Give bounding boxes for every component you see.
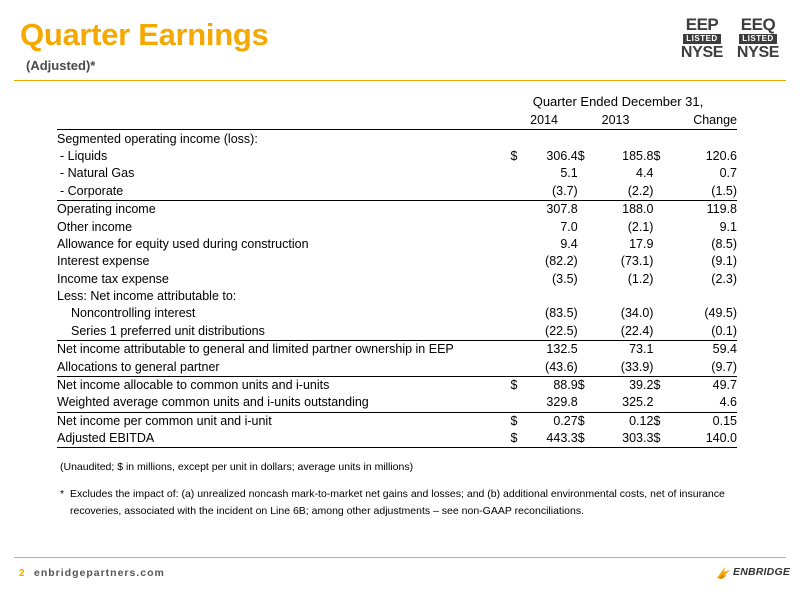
row-label: - Natural Gas bbox=[60, 166, 135, 181]
row-label: Weighted average common units and i-units outstanding bbox=[57, 395, 369, 410]
value-cell bbox=[591, 288, 653, 305]
table-row bbox=[57, 430, 737, 448]
value-cell bbox=[591, 130, 653, 148]
currency-symbol bbox=[510, 288, 524, 305]
title-divider bbox=[14, 80, 786, 81]
value-cell: (9.1) bbox=[711, 254, 737, 269]
currency-symbol bbox=[653, 305, 667, 322]
table-row bbox=[57, 218, 737, 235]
currency-symbol: $ bbox=[510, 412, 524, 430]
value-cell: 329.8 bbox=[546, 395, 578, 410]
currency-symbol bbox=[653, 271, 667, 288]
currency-symbol bbox=[578, 323, 592, 341]
table-row bbox=[57, 183, 737, 201]
table-row bbox=[57, 165, 737, 182]
currency-symbol: $ bbox=[578, 412, 592, 430]
logo-exchange: NYSE bbox=[736, 44, 780, 61]
value-cell: (2.3) bbox=[711, 271, 737, 286]
value-cell: 0.7 bbox=[719, 166, 737, 181]
currency-symbol: $ bbox=[653, 376, 667, 394]
value-cell: 325.2 bbox=[622, 395, 654, 410]
logo-ticker: EEP bbox=[685, 15, 719, 34]
value-cell: (1.5) bbox=[711, 183, 737, 198]
row-label: Series 1 preferred unit distributions bbox=[71, 323, 265, 338]
value-cell: (1.2) bbox=[627, 271, 654, 286]
row-label: Net income attributable to general and limited partner ownership in EEP bbox=[57, 341, 510, 359]
currency-symbol bbox=[653, 341, 667, 359]
row-label: Adjusted EBITDA bbox=[57, 430, 510, 448]
value-cell: (22.4) bbox=[620, 323, 654, 338]
currency-symbol bbox=[510, 394, 524, 412]
value-cell: 185.8 bbox=[622, 148, 654, 163]
value-cell: 443.3 bbox=[524, 430, 578, 448]
value-cell: 120.6 bbox=[705, 148, 737, 163]
currency-symbol bbox=[578, 165, 592, 182]
logo-ticker: EEQ bbox=[740, 15, 776, 34]
value-cell: 0.27 bbox=[524, 412, 578, 430]
currency-symbol bbox=[653, 183, 667, 201]
page-title: Quarter Earnings bbox=[20, 17, 269, 52]
currency-symbol bbox=[578, 305, 592, 322]
table-row bbox=[57, 200, 737, 218]
currency-symbol bbox=[578, 288, 592, 305]
row-label: Other income bbox=[57, 219, 133, 234]
currency-symbol bbox=[578, 341, 592, 359]
eep-nyse-logo bbox=[680, 16, 724, 61]
value-cell: 0.12 bbox=[591, 412, 653, 430]
table-row bbox=[57, 305, 737, 322]
currency-symbol: $ bbox=[578, 376, 592, 394]
footnote-marker: * bbox=[60, 488, 65, 500]
currency-symbol: $ bbox=[653, 148, 661, 163]
row-label: Net income per common unit and i-unit bbox=[57, 412, 510, 430]
page-number: 2 bbox=[19, 568, 25, 579]
value-cell: (49.5) bbox=[704, 306, 737, 321]
period-header: Quarter Ended December 31, bbox=[532, 94, 704, 109]
value-cell: 7.0 bbox=[560, 219, 578, 234]
value-cell: (33.9) bbox=[620, 359, 654, 374]
currency-symbol bbox=[578, 183, 592, 201]
value-cell: 9.1 bbox=[719, 219, 737, 234]
table-row bbox=[57, 412, 737, 430]
page-subtitle: (Adjusted)* bbox=[26, 58, 96, 73]
value-cell: 5.1 bbox=[560, 166, 578, 181]
value-cell: 39.2 bbox=[591, 376, 653, 394]
table-header-row bbox=[57, 112, 737, 130]
row-label: - Corporate bbox=[60, 183, 124, 198]
currency-symbol bbox=[510, 305, 524, 322]
currency-symbol bbox=[510, 200, 524, 218]
value-cell: (3.5) bbox=[552, 271, 578, 286]
currency-symbol bbox=[578, 200, 592, 218]
value-cell: (43.6) bbox=[545, 359, 578, 374]
value-cell: (73.1) bbox=[620, 254, 654, 269]
currency-symbol bbox=[653, 218, 667, 235]
value-cell: 88.9 bbox=[524, 376, 578, 394]
value-cell: (3.7) bbox=[552, 183, 578, 198]
header-label-cell bbox=[57, 112, 510, 130]
currency-symbol: $ bbox=[510, 430, 524, 448]
value-cell: (83.5) bbox=[545, 306, 578, 321]
currency-symbol bbox=[510, 358, 524, 376]
currency-symbol bbox=[510, 271, 524, 288]
value-cell: 119.8 bbox=[667, 200, 737, 218]
table-row bbox=[57, 394, 737, 412]
currency-symbol: $ bbox=[653, 412, 667, 430]
row-label: Interest expense bbox=[57, 254, 150, 269]
value-cell: (34.0) bbox=[620, 306, 654, 321]
website-link[interactable]: enbridgepartners.com bbox=[34, 567, 165, 579]
value-cell: 307.8 bbox=[524, 200, 578, 218]
currency-symbol bbox=[653, 394, 667, 412]
currency-symbol bbox=[653, 130, 667, 148]
value-cell: (2.1) bbox=[627, 219, 654, 234]
currency-symbol bbox=[653, 323, 667, 341]
currency-symbol: $ bbox=[577, 148, 585, 163]
table-row bbox=[57, 130, 737, 148]
earnings-table bbox=[57, 112, 737, 448]
value-cell: 140.0 bbox=[667, 430, 737, 448]
currency-symbol bbox=[510, 165, 524, 182]
currency-symbol bbox=[653, 288, 667, 305]
brand-name: ENBRIDGE bbox=[733, 566, 791, 578]
table-row bbox=[57, 288, 737, 305]
value-cell: 188.0 bbox=[591, 200, 653, 218]
table-body bbox=[57, 130, 737, 448]
value-cell: (0.1) bbox=[711, 323, 737, 338]
value-cell bbox=[524, 288, 578, 305]
currency-symbol bbox=[578, 236, 592, 253]
table-row bbox=[57, 253, 737, 270]
table-row bbox=[57, 323, 737, 341]
row-label: Income tax expense bbox=[57, 271, 169, 286]
row-label: Allocations to general partner bbox=[57, 359, 220, 374]
currency-symbol bbox=[578, 394, 592, 412]
value-cell: (2.2) bbox=[627, 183, 654, 198]
row-label: - Liquids bbox=[60, 148, 108, 163]
value-cell bbox=[667, 130, 737, 148]
currency-symbol bbox=[653, 236, 667, 253]
column-header-2013: 2013 bbox=[578, 112, 654, 130]
footnote bbox=[60, 486, 740, 520]
value-cell: 4.6 bbox=[719, 395, 737, 410]
value-cell: 9.4 bbox=[560, 236, 578, 251]
value-cell: 306.4 bbox=[546, 148, 578, 163]
currency-symbol: $ bbox=[653, 430, 667, 448]
row-label: Net income allocable to common units and i-units bbox=[57, 376, 510, 394]
table-row bbox=[57, 271, 737, 288]
value-cell: 303.3 bbox=[591, 430, 653, 448]
flame-icon bbox=[716, 566, 732, 580]
currency-symbol bbox=[510, 218, 524, 235]
footnote-text: Excludes the impact of: (a) unrealized noncash mark-to-market net gains and losses; and (b) additional environmental costs, net of insurance recoveries, associated with the incident on Line 6B; among other adjustments – see non-GAAP reconciliations. bbox=[70, 488, 725, 517]
value-cell: 0.15 bbox=[667, 412, 737, 430]
table-row bbox=[57, 358, 737, 376]
currency-symbol bbox=[510, 130, 524, 148]
currency-symbol: $ bbox=[510, 148, 518, 163]
units-note: (Unaudited; $ in millions, except per unit in dollars; average units in millions) bbox=[60, 461, 414, 473]
currency-symbol bbox=[510, 236, 524, 253]
currency-symbol bbox=[510, 183, 524, 201]
row-label: Segmented operating income (loss): bbox=[57, 131, 258, 146]
currency-symbol: $ bbox=[510, 376, 524, 394]
currency-symbol bbox=[510, 341, 524, 359]
value-cell: 17.9 bbox=[629, 236, 654, 251]
eeq-nyse-logo bbox=[736, 16, 780, 61]
currency-symbol bbox=[510, 323, 524, 341]
column-header-2014: 2014 bbox=[510, 112, 577, 130]
value-cell bbox=[524, 130, 578, 148]
currency-symbol bbox=[653, 358, 667, 376]
row-label: Operating income bbox=[57, 200, 510, 218]
value-cell: 4.4 bbox=[636, 166, 654, 181]
value-cell: 59.4 bbox=[667, 341, 737, 359]
currency-symbol bbox=[578, 218, 592, 235]
column-header-change: Change bbox=[653, 112, 737, 130]
table-row bbox=[57, 341, 737, 359]
value-cell: (9.7) bbox=[711, 359, 737, 374]
currency-symbol bbox=[578, 271, 592, 288]
value-cell: 73.1 bbox=[591, 341, 653, 359]
logo-exchange: NYSE bbox=[680, 44, 724, 61]
table-row bbox=[57, 148, 737, 165]
logo-listed: LISTED bbox=[683, 34, 721, 44]
table-row bbox=[57, 376, 737, 394]
row-label: Less: Net income attributable to: bbox=[57, 289, 237, 304]
currency-symbol: $ bbox=[578, 430, 592, 448]
logo-listed: LISTED bbox=[739, 34, 777, 44]
footer-divider bbox=[14, 557, 786, 558]
value-cell: (82.2) bbox=[545, 254, 578, 269]
currency-symbol bbox=[510, 253, 524, 270]
currency-symbol bbox=[653, 200, 667, 218]
value-cell bbox=[667, 288, 737, 305]
row-label: Noncontrolling interest bbox=[71, 306, 196, 321]
value-cell: (22.5) bbox=[545, 323, 578, 338]
value-cell: 132.5 bbox=[524, 341, 578, 359]
currency-symbol bbox=[578, 253, 592, 270]
row-label: Allowance for equity used during construction bbox=[57, 236, 309, 251]
currency-symbol bbox=[653, 253, 667, 270]
currency-symbol bbox=[653, 165, 667, 182]
value-cell: (8.5) bbox=[711, 236, 737, 251]
table-row bbox=[57, 236, 737, 253]
currency-symbol bbox=[578, 130, 592, 148]
value-cell: 49.7 bbox=[667, 376, 737, 394]
currency-symbol bbox=[578, 358, 592, 376]
